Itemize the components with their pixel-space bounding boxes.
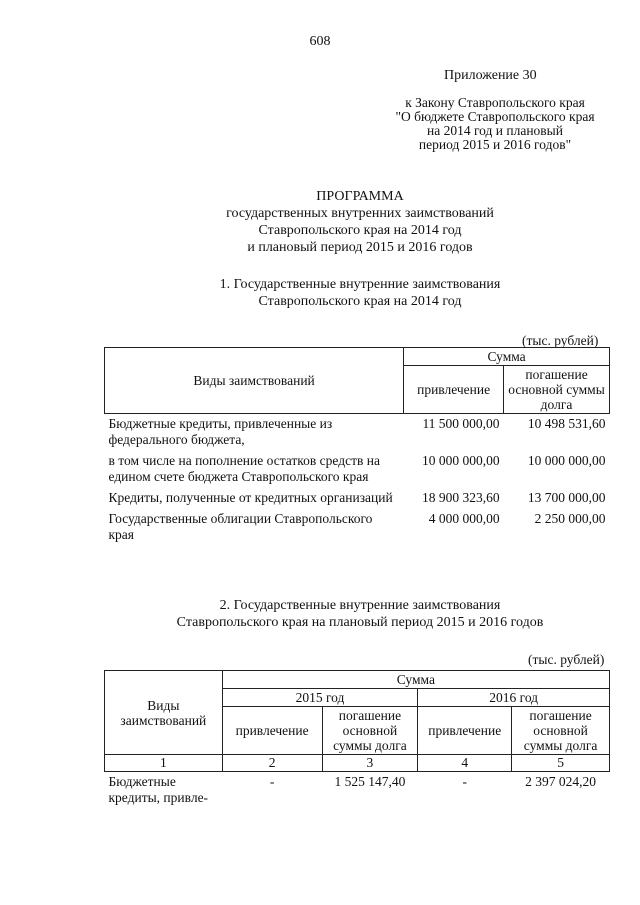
document-title — [150, 188, 570, 256]
row-repay: 2 250 000,00 — [534, 511, 606, 526]
col-repay-header: погашение основной суммы долга — [504, 366, 610, 414]
row-name: Государственные облигации Ставропольского края — [108, 511, 373, 542]
row-attract-2015: - — [269, 774, 275, 789]
table-row — [105, 451, 610, 488]
col-kind-header: Виды заимствований — [105, 348, 404, 414]
row-attract-2016: - — [462, 774, 467, 789]
law-line: "О бюджете Ставропольского края — [395, 109, 595, 124]
section-2-line: 2. Государственные внутренние заимствования — [219, 598, 501, 613]
section-2-line: Ставропольского края на плановый период 2015 и 2016 годов — [176, 615, 544, 630]
section-1-unit: (тыс. рублей) — [522, 333, 599, 348]
row-name: Бюджетные кредиты, привлеченные из федерального бюджета, — [108, 416, 333, 447]
borrowings-2015-2016-table — [104, 670, 610, 808]
title-line: ПРОГРАММА — [316, 189, 404, 204]
row-attract: 18 900 323,60 — [421, 490, 500, 505]
row-attract: 11 500 000,00 — [422, 416, 500, 431]
section-2-heading — [120, 597, 600, 631]
col-kind-header: Виды заимствований — [105, 671, 223, 755]
col-sum-header: Сумма — [404, 348, 610, 366]
law-line: на 2014 год и плановый — [427, 123, 563, 138]
row-repay: 13 700 000,00 — [527, 490, 606, 505]
borrowings-2014-table — [104, 347, 610, 546]
row-name: Кредиты, полученные от кредитных организаций — [108, 490, 393, 505]
row-attract: 10 000 000,00 — [421, 453, 500, 468]
column-index: 2 — [222, 755, 322, 772]
column-index: 1 — [105, 755, 223, 772]
title-line: государственных внутренних заимствований — [226, 206, 494, 221]
law-line: период 2015 и 2016 годов" — [418, 137, 572, 152]
row-repay-2016: 2 397 024,20 — [525, 774, 597, 789]
table-row — [105, 509, 610, 546]
row-repay: 10 498 531,60 — [527, 416, 606, 431]
row-attract: 4 000 000,00 — [428, 511, 500, 526]
row-name: Бюджетные кредиты, привле- — [108, 774, 209, 805]
col-sum-header: Сумма — [222, 671, 609, 689]
col-year-2015-header: 2015 год — [222, 689, 418, 707]
table-row — [105, 488, 610, 509]
appendix-label: Приложение 30 — [444, 68, 537, 83]
col-repay-2016-header: погашение основной суммы долга — [512, 707, 610, 755]
column-index-row — [105, 755, 610, 772]
column-index: 3 — [322, 755, 418, 772]
section-2-unit: (тыс. рублей) — [528, 652, 605, 667]
col-attract-2016-header: привлечение — [418, 707, 512, 755]
col-repay-2015-header: погашение основной суммы долга — [322, 707, 418, 755]
law-reference — [380, 96, 610, 152]
page-number: 608 — [309, 34, 331, 49]
row-repay-2015: 1 525 147,40 — [334, 774, 406, 789]
column-index: 4 — [418, 755, 512, 772]
section-1-line: 1. Государственные внутренние заимствования — [219, 277, 501, 292]
col-attract-2015-header: привлечение — [222, 707, 322, 755]
table-row — [105, 414, 610, 452]
col-year-2016-header: 2016 год — [418, 689, 610, 707]
row-repay: 10 000 000,00 — [527, 453, 606, 468]
law-line: к Закону Ставропольского края — [405, 95, 585, 110]
section-1-heading — [150, 276, 570, 310]
col-attract-header: привлечение — [404, 366, 504, 414]
table-row — [105, 772, 610, 809]
row-name: в том числе на пополнение остатков средств на едином счете бюджета Ставропольского края — [108, 453, 380, 484]
title-line: и плановый период 2015 и 2016 годов — [247, 240, 473, 255]
title-line: Ставропольского края на 2014 год — [258, 223, 462, 238]
column-index: 5 — [512, 755, 610, 772]
section-1-line: Ставропольского края на 2014 год — [258, 294, 462, 309]
